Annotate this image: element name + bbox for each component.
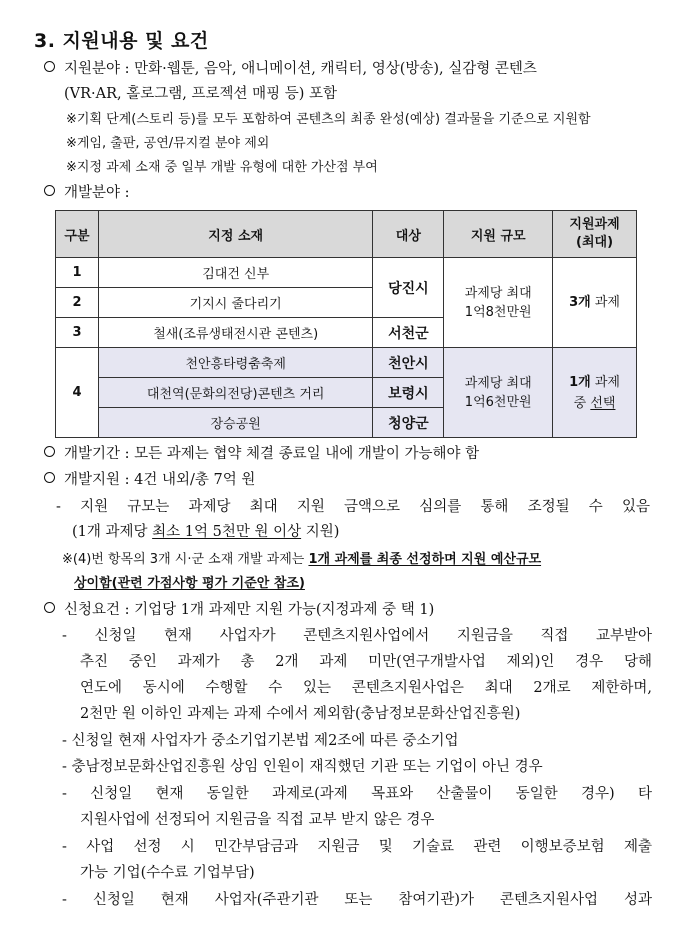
count-rest: 과제 bbox=[590, 295, 620, 310]
field-note: ※게임, 출판, 공연/뮤지컬 분야 제외 bbox=[66, 136, 270, 151]
support-min-amount: 최소 1억 5천만 원 이상 bbox=[152, 524, 302, 540]
period-label: 개발기간 : bbox=[64, 446, 135, 462]
header-cell: 지정 소재 bbox=[98, 211, 372, 258]
row-number: 3 bbox=[56, 318, 99, 348]
circle-bullet-icon bbox=[44, 446, 55, 457]
requirement-item: - 신청일 현재 동일한 과제로(과제 목표와 산출물이 동일한 경우) 타 bbox=[62, 786, 652, 802]
support-note-prefix: ※(4)번 항목의 3개 시·군 소재 개발 과제는 bbox=[62, 552, 309, 567]
field-note: ※지정 과제 소재 중 일부 개발 유형에 대한 가산점 부여 bbox=[66, 160, 378, 175]
requirement-item-cont: 연도에 동시에 수행할 수 있는 콘텐츠지원사업은 최대 2개로 제한하며, bbox=[80, 680, 652, 696]
support-min-suffix: 지원) bbox=[301, 524, 340, 540]
region-cell: 서천군 bbox=[373, 318, 444, 348]
requirements-line bbox=[44, 600, 434, 620]
count-line2-prefix: 중 bbox=[573, 395, 591, 411]
header-cell: 지원 규모 bbox=[444, 211, 553, 258]
topic-cell: 철새(조류생태전시관 콘텐츠) bbox=[98, 318, 372, 348]
count-bold: 1개 bbox=[569, 374, 591, 390]
topic-cell: 대천역(문화의전당)콘텐츠 거리 bbox=[98, 378, 372, 408]
section-title: 3. 지원내용 및 요건 bbox=[34, 30, 209, 52]
scale-cell bbox=[444, 348, 553, 438]
support-note bbox=[62, 550, 541, 570]
circle-bullet-icon bbox=[44, 185, 55, 196]
scale-line: 과제당 최대 bbox=[464, 285, 532, 301]
row-number: 1 bbox=[56, 258, 99, 288]
requirements-label: 신청요건 : bbox=[64, 602, 135, 618]
scale-line: 과제당 최대 bbox=[464, 375, 532, 391]
requirement-item: - 신청일 현재 사업자(주관기관 또는 참여기관)가 콘텐츠지원사업 성과 bbox=[62, 892, 652, 908]
support-dash-line: - 지원 규모는 과제당 최대 지원 금액으로 심의를 통해 조정될 수 있음 bbox=[56, 499, 650, 515]
header-cell: 구분 bbox=[56, 211, 99, 258]
topic-cell: 장승공원 bbox=[98, 408, 372, 438]
support-min-prefix: (1개 과제당 bbox=[72, 524, 153, 540]
topic-cell: 기지시 줄다리기 bbox=[98, 288, 372, 318]
region-cell: 천안시 bbox=[373, 348, 444, 378]
dev-field-line bbox=[44, 183, 130, 203]
field-label: 지원분야 : bbox=[64, 61, 135, 77]
support-note-cont: 상이함(관련 가점사항 평가 기준안 참조) bbox=[74, 576, 305, 591]
region-cell: 당진시 bbox=[373, 258, 444, 318]
count-cell bbox=[553, 258, 637, 348]
row-number: 2 bbox=[56, 288, 99, 318]
field-text-cont: (VR·AR, 홀로그램, 프로젝션 매핑 등) 포함 bbox=[64, 86, 338, 102]
table-header-row bbox=[56, 211, 637, 258]
count-cell bbox=[553, 348, 637, 438]
requirement-item: - 신청일 현재 사업자가 중소기업기본법 제2조에 따른 중소기업 bbox=[62, 733, 459, 749]
field-note: ※기획 단계(스토리 등)를 모두 포함하여 콘텐츠의 최종 완성(예상) 결과물을 기준으로 지원함 bbox=[66, 112, 591, 127]
region-cell: 청양군 bbox=[373, 408, 444, 438]
support-label: 개발지원 : bbox=[64, 472, 135, 488]
table-row bbox=[56, 348, 637, 378]
period-line bbox=[44, 444, 479, 464]
scale-line: 1억8천만원 bbox=[464, 304, 532, 320]
requirement-item-cont: 지원사업에 선정되어 지원금을 직접 교부 받지 않은 경우 bbox=[80, 812, 435, 828]
table-row bbox=[56, 258, 637, 288]
topic-cell: 천안흥타령춤축제 bbox=[98, 348, 372, 378]
circle-bullet-icon bbox=[44, 61, 55, 72]
field-line bbox=[44, 59, 537, 79]
requirements-text: 기업당 1개 과제만 지원 가능(지정과제 중 택 1) bbox=[134, 602, 435, 618]
header-cell: 대상 bbox=[373, 211, 444, 258]
requirement-item-cont: 추진 중인 과제가 총 2개 과제 미만(연구개발사업 제외)인 경우 당해 bbox=[80, 654, 652, 670]
support-text: 4건 내외/총 7억 원 bbox=[134, 472, 256, 488]
requirement-item: - 충남정보문화산업진흥원 상임 인원이 재직했던 기관 또는 기업이 아닌 경우 bbox=[62, 759, 543, 775]
requirement-item-cont: 가능 기업(수수료 기업부담) bbox=[80, 865, 255, 881]
requirement-item-cont: 2천만 원 이하인 과제는 과제 수에서 제외함(충남정보문화산업진흥원) bbox=[80, 706, 521, 722]
requirement-item: - 신청일 현재 사업자가 콘텐츠지원사업에서 지원금을 직접 교부받아 bbox=[62, 628, 652, 644]
support-line bbox=[44, 470, 255, 490]
header-cell: 지원과제 (최대) bbox=[553, 211, 637, 258]
count-bold: 3개 bbox=[569, 295, 591, 310]
circle-bullet-icon bbox=[44, 602, 55, 613]
dev-field-label: 개발분야 : bbox=[64, 185, 130, 201]
circle-bullet-icon bbox=[44, 472, 55, 483]
count-line2-underlined: 선택 bbox=[590, 395, 616, 411]
region-cell: 보령시 bbox=[373, 378, 444, 408]
row-number: 4 bbox=[56, 348, 99, 438]
scale-cell bbox=[444, 258, 553, 348]
requirement-item: - 사업 선정 시 민간부담금과 지원금 및 기술료 관련 이행보증보험 제출 bbox=[62, 839, 652, 855]
support-dash-line-cont bbox=[72, 522, 339, 542]
support-note-bold: 1개 과제를 최종 선정하며 지원 예산규모 bbox=[308, 552, 542, 567]
count-rest: 과제 bbox=[590, 374, 620, 390]
field-text: 만화·웹툰, 음악, 애니메이션, 캐릭터, 영상(방송), 실감형 콘텐츠 bbox=[134, 61, 537, 77]
topic-cell: 김대건 신부 bbox=[98, 258, 372, 288]
topics-table bbox=[55, 210, 637, 438]
scale-line: 1억6천만원 bbox=[464, 394, 532, 410]
period-text: 모든 과제는 협약 체결 종료일 내에 개발이 가능해야 함 bbox=[134, 446, 480, 462]
